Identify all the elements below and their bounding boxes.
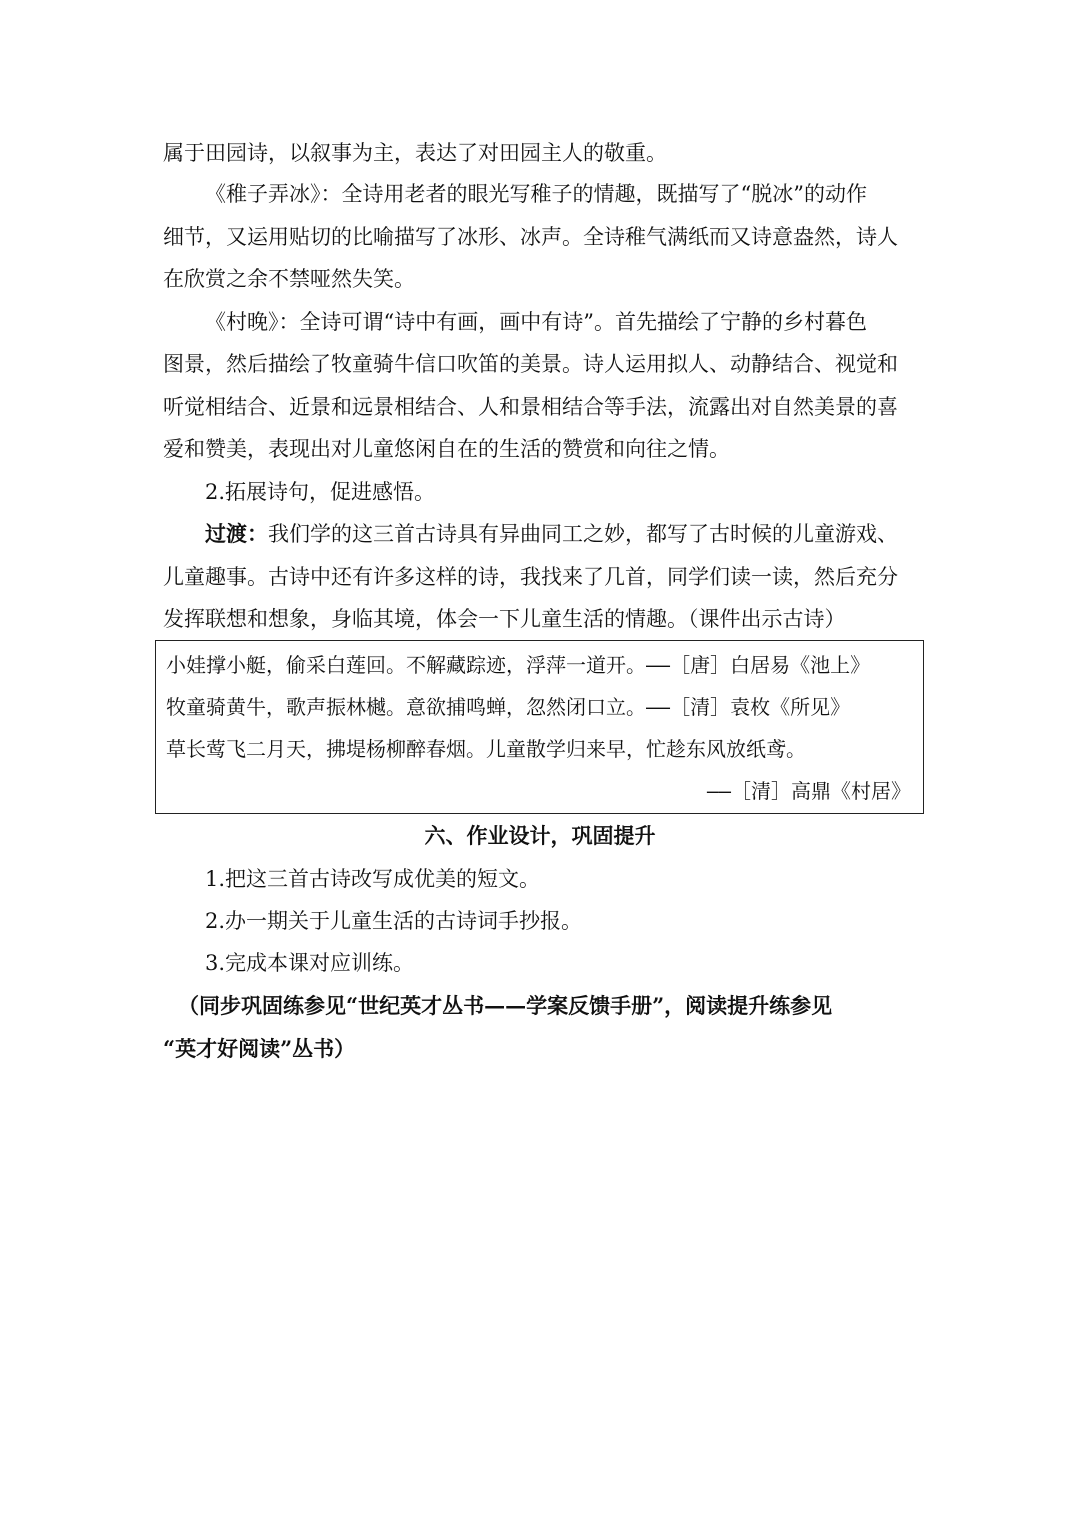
reference-note: “英才好阅读”丛书） [163, 1036, 356, 1061]
homework-item: 2.办一期关于儿童生活的古诗词手抄报。 [205, 909, 583, 933]
paragraph-line: 《村晚》：全诗可谓“诗中有画，画中有诗”。首先描绘了宁静的乡村暮色 [205, 310, 867, 334]
poem-attribution: ——［清］高鼎《村居》 [706, 779, 911, 803]
homework-item: 3.完成本课对应训练。 [205, 951, 415, 975]
paragraph-line: 在欣赏之余不禁哑然失笑。 [163, 267, 415, 291]
section-heading: 六、作业设计，巩固提升 [424, 823, 656, 848]
transition-text: 我们学的这三首古诗具有异曲同工之妙，都写了古时候的儿童游戏、 [268, 522, 898, 546]
transition-line [205, 519, 898, 549]
paragraph-line: 《稚子弄冰》：全诗用老者的眼光写稚子的情趣，既描写了“脱冰”的动作 [205, 182, 867, 206]
paragraph-line: 爱和赞美，表现出对儿童悠闲自在的生活的赞赏和向往之情。 [163, 437, 730, 461]
paragraph-line: 听觉相结合、近景和远景相结合、人和景相结合等手法，流露出对自然美景的喜 [163, 395, 898, 419]
transition-line: 儿童趣事。古诗中还有许多这样的诗，我找来了几首，同学们读一读，然后充分 [163, 565, 898, 589]
paragraph-line: 细节，又运用贴切的比喻描写了冰形、冰声。全诗稚气满纸而又诗意盎然，诗人 [163, 225, 898, 249]
transition-label: 过渡： [205, 521, 268, 546]
poem-line: 小娃撑小艇，偷采白莲回。不解藏踪迹，浮萍一道开。——［唐］白居易《池上》 [166, 653, 871, 677]
paragraph-line: 图景，然后描绘了牧童骑牛信口吹笛的美景。诗人运用拟人、动静结合、视觉和 [163, 352, 898, 376]
reference-note: （同步巩固练参见“世纪英才丛书——学案反馈手册”，阅读提升练参见 [178, 993, 833, 1018]
poem-line: 牧童骑黄牛，歌声振林樾。意欲捕鸣蝉，忽然闭口立。——［清］袁枚《所见》 [166, 695, 851, 719]
transition-line: 发挥联想和想象，身临其境，体会一下儿童生活的情趣。（课件出示古诗） [163, 607, 846, 631]
homework-item: 1.把这三首古诗改写成优美的短文。 [205, 867, 541, 891]
paragraph-line: 属于田园诗，以叙事为主，表达了对田园主人的敬重。 [163, 141, 667, 165]
poem-box [155, 640, 924, 814]
poem-line: 草长莺飞二月天，拂堤杨柳醉春烟。儿童散学归来早，忙趁东风放纸鸢。 [166, 737, 806, 761]
step-heading: 2.拓展诗句，促进感悟。 [205, 480, 436, 504]
